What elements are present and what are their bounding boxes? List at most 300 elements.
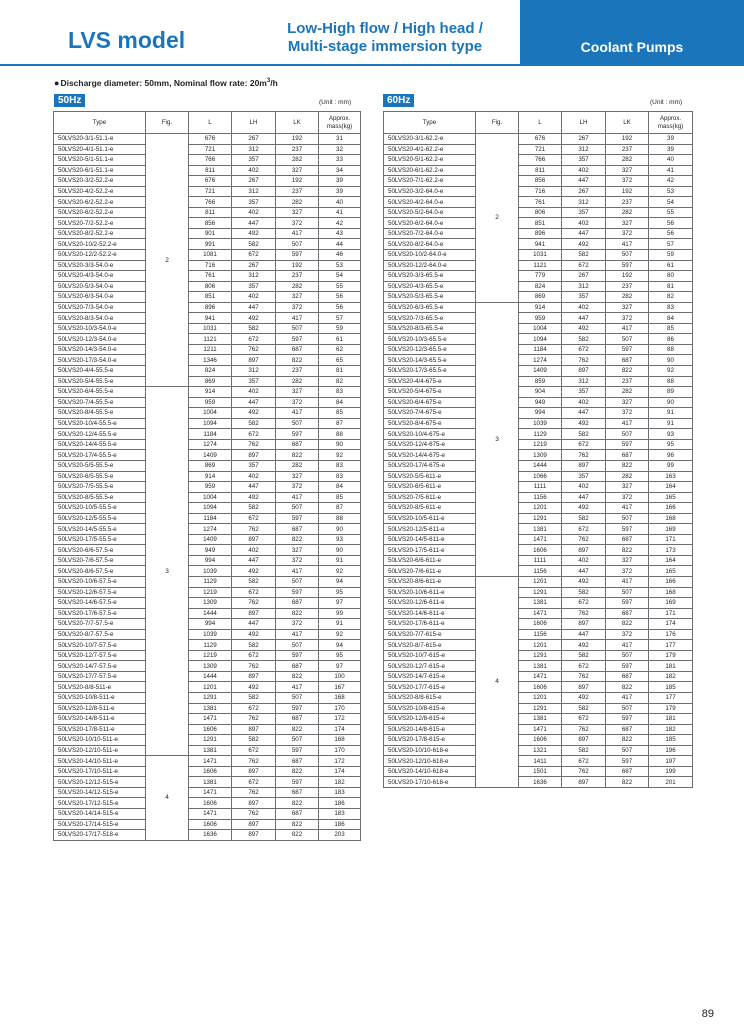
mass-cell: 177 <box>649 692 693 703</box>
lh-cell: 402 <box>232 292 276 303</box>
type-cell: 50LVS20-12/8-615-e <box>384 714 476 725</box>
lh-cell: 267 <box>232 260 276 271</box>
lh-cell: 492 <box>232 566 276 577</box>
lh-cell: 897 <box>562 735 606 746</box>
lk-cell: 327 <box>276 207 319 218</box>
table-row <box>384 292 693 303</box>
lh-cell: 897 <box>232 671 276 682</box>
mass-cell: 57 <box>649 239 693 250</box>
table-row <box>54 376 361 387</box>
type-cell: 50LVS20-7/4-675-e <box>384 408 476 419</box>
lk-cell: 597 <box>606 260 649 271</box>
lh-cell: 492 <box>562 692 606 703</box>
column-header-l: L <box>519 112 562 134</box>
mass-cell: 83 <box>319 460 361 471</box>
lk-cell: 687 <box>276 524 319 535</box>
mass-cell: 90 <box>319 545 361 556</box>
type-cell: 50LVS20-12/4-55.5-e <box>54 429 146 440</box>
type-cell: 50LVS20-6/2-64.0-e <box>384 218 476 229</box>
l-cell: 959 <box>189 482 232 493</box>
lk-cell: 327 <box>276 165 319 176</box>
lk-cell: 282 <box>606 292 649 303</box>
table-row <box>54 387 361 398</box>
type-cell: 50LVS20-17/12-515-e <box>54 798 146 809</box>
l-cell: 1471 <box>519 671 562 682</box>
table-row <box>54 714 361 725</box>
lk-cell: 192 <box>276 260 319 271</box>
l-cell: 1409 <box>189 450 232 461</box>
lk-cell: 822 <box>276 798 319 809</box>
mass-cell: 179 <box>649 703 693 714</box>
table-row <box>384 703 693 714</box>
lk-cell: 822 <box>606 545 649 556</box>
lh-cell: 492 <box>562 576 606 587</box>
table-row <box>54 608 361 619</box>
lk-cell: 417 <box>276 408 319 419</box>
table-row <box>54 830 361 841</box>
mass-cell: 87 <box>319 418 361 429</box>
l-cell: 1321 <box>519 745 562 756</box>
lh-cell: 762 <box>232 344 276 355</box>
mass-cell: 90 <box>319 439 361 450</box>
mass-cell: 171 <box>649 608 693 619</box>
subtitle-line-2: Multi-stage immersion type <box>287 38 483 55</box>
lk-cell: 822 <box>276 534 319 545</box>
lk-cell: 507 <box>606 587 649 598</box>
column-header-lk: LK <box>606 112 649 134</box>
type-cell: 50LVS20-10/3-65.5-e <box>384 334 476 345</box>
mass-cell: 92 <box>319 629 361 640</box>
type-cell: 50LVS20-17/3-54.0-e <box>54 355 146 366</box>
l-cell: 1501 <box>519 766 562 777</box>
table-row <box>384 176 693 187</box>
lh-cell: 672 <box>562 260 606 271</box>
type-cell: 50LVS20-12/7-57.5-e <box>54 650 146 661</box>
lk-cell: 282 <box>276 460 319 471</box>
lh-cell: 402 <box>232 387 276 398</box>
mass-cell: 91 <box>319 555 361 566</box>
l-cell: 991 <box>189 239 232 250</box>
l-cell: 1309 <box>189 661 232 672</box>
lh-cell: 357 <box>232 376 276 387</box>
l-cell: 994 <box>189 555 232 566</box>
l-cell: 1274 <box>189 524 232 535</box>
lh-cell: 357 <box>562 207 606 218</box>
table-row <box>54 640 361 651</box>
l-cell: 1219 <box>189 587 232 598</box>
subtitle-line-1: Low-High flow / High head / <box>287 20 483 37</box>
table-row <box>384 555 693 566</box>
table-row <box>54 576 361 587</box>
lk-cell: 372 <box>606 228 649 239</box>
mass-cell: 181 <box>649 714 693 725</box>
mass-cell: 54 <box>319 271 361 282</box>
table-row <box>54 598 361 609</box>
mass-cell: 185 <box>649 735 693 746</box>
mass-cell: 82 <box>649 292 693 303</box>
lk-cell: 687 <box>606 355 649 366</box>
mass-cell: 54 <box>649 197 693 208</box>
type-cell: 50LVS20-14/10-511-e <box>54 756 146 767</box>
lh-cell: 672 <box>562 524 606 535</box>
hz60-header-row <box>384 112 693 134</box>
l-cell: 761 <box>189 271 232 282</box>
lh-cell: 447 <box>232 302 276 313</box>
table-row <box>384 619 693 630</box>
hz50-header-row <box>54 112 361 134</box>
table-row <box>384 302 693 313</box>
lk-cell: 597 <box>276 703 319 714</box>
lh-cell: 897 <box>232 450 276 461</box>
lh-cell: 582 <box>562 250 606 261</box>
mass-cell: 174 <box>649 619 693 630</box>
l-cell: 869 <box>519 292 562 303</box>
lh-cell: 447 <box>232 482 276 493</box>
type-cell: 50LVS20-10/7-57.5-e <box>54 640 146 651</box>
table-row <box>384 281 693 292</box>
lh-cell: 762 <box>562 450 606 461</box>
lk-cell: 822 <box>276 766 319 777</box>
mass-cell: 183 <box>319 787 361 798</box>
table-row <box>54 313 361 324</box>
table-row <box>384 745 693 756</box>
lk-cell: 372 <box>276 218 319 229</box>
l-cell: 1121 <box>519 260 562 271</box>
lk-cell: 507 <box>276 640 319 651</box>
lk-cell: 372 <box>276 397 319 408</box>
mass-cell: 39 <box>319 176 361 187</box>
mass-cell: 39 <box>319 186 361 197</box>
mass-cell: 174 <box>319 724 361 735</box>
type-cell: 50LVS20-3/1-62.2-e <box>384 134 476 145</box>
type-cell: 50LVS20-3/3-54.0-e <box>54 260 146 271</box>
mass-cell: 176 <box>649 629 693 640</box>
lk-cell: 597 <box>606 524 649 535</box>
mass-cell: 84 <box>319 482 361 493</box>
mass-cell: 41 <box>649 165 693 176</box>
type-cell: 50LVS20-14/5-55.5-e <box>54 524 146 535</box>
lk-cell: 597 <box>606 439 649 450</box>
type-cell: 50LVS20-10/5-55.5-e <box>54 503 146 514</box>
type-cell: 50LVS20-14/4-55.5-e <box>54 439 146 450</box>
mass-cell: 53 <box>649 186 693 197</box>
type-cell: 50LVS20-12/6-611-e <box>384 598 476 609</box>
lh-cell: 357 <box>562 155 606 166</box>
lk-cell: 417 <box>606 576 649 587</box>
type-cell: 50LVS20-12/2-52.2-e <box>54 250 146 261</box>
mass-cell: 95 <box>319 587 361 598</box>
mass-cell: 182 <box>319 777 361 788</box>
table-row <box>54 555 361 566</box>
lh-cell: 582 <box>562 745 606 756</box>
lh-cell: 402 <box>562 218 606 229</box>
l-cell: 949 <box>189 545 232 556</box>
lk-cell: 822 <box>276 355 319 366</box>
lk-cell: 372 <box>606 408 649 419</box>
type-cell: 50LVS20-12/3-54.0-e <box>54 334 146 345</box>
l-cell: 1471 <box>189 714 232 725</box>
table-row <box>384 334 693 345</box>
table-row <box>54 513 361 524</box>
mass-cell: 46 <box>319 250 361 261</box>
lh-cell: 762 <box>232 809 276 820</box>
hz60-spec-table <box>383 111 693 788</box>
lk-cell: 282 <box>276 155 319 166</box>
type-cell: 50LVS20-6/3-65.5-e <box>384 302 476 313</box>
l-cell: 1201 <box>519 576 562 587</box>
lh-cell: 672 <box>232 777 276 788</box>
mass-cell: 33 <box>319 155 361 166</box>
type-cell: 50LVS20-17/3-65.5-e <box>384 366 476 377</box>
mass-cell: 85 <box>649 323 693 334</box>
lk-cell: 417 <box>276 566 319 577</box>
type-cell: 50LVS20-5/1-51.1-e <box>54 155 146 166</box>
type-cell: 50LVS20-6/4-675-e <box>384 397 476 408</box>
mass-cell: 55 <box>649 207 693 218</box>
l-cell: 1381 <box>189 745 232 756</box>
type-cell: 50LVS20-12/7-615-e <box>384 661 476 672</box>
table-row <box>54 165 361 176</box>
l-cell: 1004 <box>519 323 562 334</box>
l-cell: 1184 <box>189 429 232 440</box>
type-cell: 50LVS20-10/3-54.0-e <box>54 323 146 334</box>
lh-cell: 762 <box>232 598 276 609</box>
column-header-l: L <box>189 112 232 134</box>
mass-header-line-1: Approx. <box>659 114 682 122</box>
type-cell: 50LVS20-10/6-611-e <box>384 587 476 598</box>
mass-cell: 181 <box>649 661 693 672</box>
mass-cell: 168 <box>649 513 693 524</box>
table-row <box>54 503 361 514</box>
lh-cell: 762 <box>562 608 606 619</box>
lk-cell: 822 <box>606 777 649 788</box>
table-row <box>384 661 693 672</box>
l-cell: 1004 <box>189 492 232 503</box>
lk-cell: 237 <box>276 186 319 197</box>
table-row <box>384 460 693 471</box>
lk-cell: 507 <box>276 735 319 746</box>
lh-cell: 402 <box>232 545 276 556</box>
lh-cell: 402 <box>562 555 606 566</box>
table-row <box>54 650 361 661</box>
lk-cell: 687 <box>606 766 649 777</box>
mass-cell: 100 <box>319 671 361 682</box>
lk-cell: 192 <box>276 134 319 145</box>
lh-cell: 897 <box>232 830 276 841</box>
l-cell: 1094 <box>519 334 562 345</box>
table-row <box>384 355 693 366</box>
lk-cell: 327 <box>606 165 649 176</box>
l-cell: 959 <box>519 313 562 324</box>
lk-cell: 327 <box>276 545 319 556</box>
type-cell: 50LVS20-14/4-675-e <box>384 450 476 461</box>
l-cell: 1039 <box>519 418 562 429</box>
l-cell: 1184 <box>519 344 562 355</box>
lk-cell: 237 <box>606 197 649 208</box>
hz50-unit-label: (Unit : mm) <box>319 99 352 106</box>
mass-cell: 172 <box>319 756 361 767</box>
table-row <box>54 207 361 218</box>
lh-cell: 447 <box>562 176 606 187</box>
mass-cell: 43 <box>319 228 361 239</box>
mass-cell: 85 <box>319 408 361 419</box>
table-row <box>54 344 361 355</box>
l-cell: 1381 <box>189 703 232 714</box>
mass-cell: 183 <box>319 809 361 820</box>
mass-cell: 42 <box>319 218 361 229</box>
lk-cell: 192 <box>606 134 649 145</box>
table-row <box>54 809 361 820</box>
type-cell: 50LVS20-8/7-615-e <box>384 640 476 651</box>
table-row <box>54 418 361 429</box>
l-cell: 1471 <box>519 724 562 735</box>
type-cell: 50LVS20-17/5-611-e <box>384 545 476 556</box>
l-cell: 806 <box>519 207 562 218</box>
type-cell: 50LVS20-4/1-51.1-e <box>54 144 146 155</box>
mass-cell: 165 <box>649 566 693 577</box>
mass-cell: 61 <box>649 260 693 271</box>
table-row <box>54 471 361 482</box>
table-row <box>384 766 693 777</box>
l-cell: 869 <box>189 376 232 387</box>
mass-cell: 56 <box>319 302 361 313</box>
mass-cell: 171 <box>649 534 693 545</box>
l-cell: 1004 <box>189 408 232 419</box>
lk-cell: 282 <box>276 376 319 387</box>
lh-cell: 897 <box>562 545 606 556</box>
type-cell: 50LVS20-8/4-675-e <box>384 418 476 429</box>
l-cell: 914 <box>519 302 562 313</box>
table-row <box>54 186 361 197</box>
table-row <box>54 619 361 630</box>
lk-cell: 417 <box>606 418 649 429</box>
table-row <box>54 587 361 598</box>
mass-cell: 65 <box>319 355 361 366</box>
type-cell: 50LVS20-14/7-57.5-e <box>54 661 146 672</box>
table-row <box>54 661 361 672</box>
lh-cell: 582 <box>232 239 276 250</box>
discharge-note-superscript: 3 <box>266 78 271 85</box>
mass-cell: 88 <box>319 429 361 440</box>
mass-cell: 166 <box>649 503 693 514</box>
mass-cell: 163 <box>649 471 693 482</box>
l-cell: 1409 <box>519 366 562 377</box>
l-cell: 1156 <box>519 492 562 503</box>
lk-cell: 597 <box>606 714 649 725</box>
lh-cell: 897 <box>232 534 276 545</box>
type-cell: 50LVS20-3/3-65.5-e <box>384 271 476 282</box>
mass-cell: 182 <box>649 724 693 735</box>
l-cell: 811 <box>519 165 562 176</box>
hz60-table-body <box>384 134 693 788</box>
table-row <box>384 566 693 577</box>
l-cell: 1309 <box>519 450 562 461</box>
type-cell: 50LVS20-4/2-52.2-e <box>54 186 146 197</box>
lh-cell: 312 <box>232 186 276 197</box>
lh-cell: 447 <box>232 619 276 630</box>
table-row <box>54 724 361 735</box>
table-row <box>384 250 693 261</box>
table-row <box>384 650 693 661</box>
column-header-type: Type <box>54 112 146 134</box>
l-cell: 1381 <box>519 714 562 725</box>
lh-cell: 492 <box>562 323 606 334</box>
mass-cell: 94 <box>319 640 361 651</box>
table-row <box>384 439 693 450</box>
lh-cell: 447 <box>562 313 606 324</box>
discharge-note-text: Discharge diameter: 50mm, Nominal flow rate: 20m <box>60 78 267 88</box>
lh-cell: 762 <box>562 355 606 366</box>
type-cell: 50LVS20-8/5-55.5-e <box>54 492 146 503</box>
l-cell: 1444 <box>189 608 232 619</box>
lk-cell: 507 <box>606 703 649 714</box>
mass-cell: 81 <box>649 281 693 292</box>
mass-cell: 169 <box>649 598 693 609</box>
lh-cell: 897 <box>562 619 606 630</box>
lh-cell: 582 <box>232 503 276 514</box>
lk-cell: 192 <box>606 186 649 197</box>
l-cell: 806 <box>189 281 232 292</box>
table-row <box>54 176 361 187</box>
lh-cell: 672 <box>562 661 606 672</box>
l-cell: 1381 <box>519 598 562 609</box>
table-row <box>54 492 361 503</box>
l-cell: 1291 <box>189 692 232 703</box>
type-cell: 50LVS20-7/6-57.5-e <box>54 555 146 566</box>
type-cell: 50LVS20-17/6-611-e <box>384 619 476 630</box>
type-cell: 50LVS20-6/4-55.5-e <box>54 387 146 398</box>
type-cell: 50LVS20-10/8-615-e <box>384 703 476 714</box>
lh-cell: 267 <box>232 134 276 145</box>
table-row <box>54 439 361 450</box>
type-cell: 50LVS20-7/5-55.5-e <box>54 482 146 493</box>
mass-cell: 182 <box>649 671 693 682</box>
l-cell: 676 <box>189 176 232 187</box>
lk-cell: 507 <box>606 650 649 661</box>
lk-cell: 282 <box>276 281 319 292</box>
l-cell: 811 <box>189 165 232 176</box>
mass-cell: 95 <box>649 439 693 450</box>
lh-cell: 312 <box>562 376 606 387</box>
column-header-lh: LH <box>232 112 276 134</box>
l-cell: 761 <box>519 197 562 208</box>
lk-cell: 327 <box>606 302 649 313</box>
mass-cell: 89 <box>649 387 693 398</box>
type-cell: 50LVS20-6/5-55.5-e <box>54 471 146 482</box>
table-row <box>54 134 361 145</box>
l-cell: 1606 <box>189 766 232 777</box>
lh-cell: 312 <box>562 197 606 208</box>
type-cell: 50LVS20-10/8-511-e <box>54 692 146 703</box>
lh-cell: 897 <box>562 460 606 471</box>
type-cell: 50LVS20-14/8-511-e <box>54 714 146 725</box>
type-cell: 50LVS20-10/5-611-e <box>384 513 476 524</box>
mass-cell: 197 <box>649 756 693 767</box>
l-cell: 1471 <box>189 756 232 767</box>
type-cell: 50LVS20-3/1-51.1-e <box>54 134 146 145</box>
lk-cell: 687 <box>276 661 319 672</box>
mass-cell: 90 <box>319 524 361 535</box>
type-cell: 50LVS20-12/10-511-e <box>54 745 146 756</box>
lk-cell: 687 <box>606 450 649 461</box>
lk-cell: 327 <box>606 555 649 566</box>
type-cell: 50LVS20-5/3-65.5-e <box>384 292 476 303</box>
l-cell: 721 <box>189 144 232 155</box>
table-row <box>384 671 693 682</box>
type-cell: 50LVS20-17/10-618-e <box>384 777 476 788</box>
discharge-note <box>54 78 278 88</box>
l-cell: 1291 <box>189 735 232 746</box>
